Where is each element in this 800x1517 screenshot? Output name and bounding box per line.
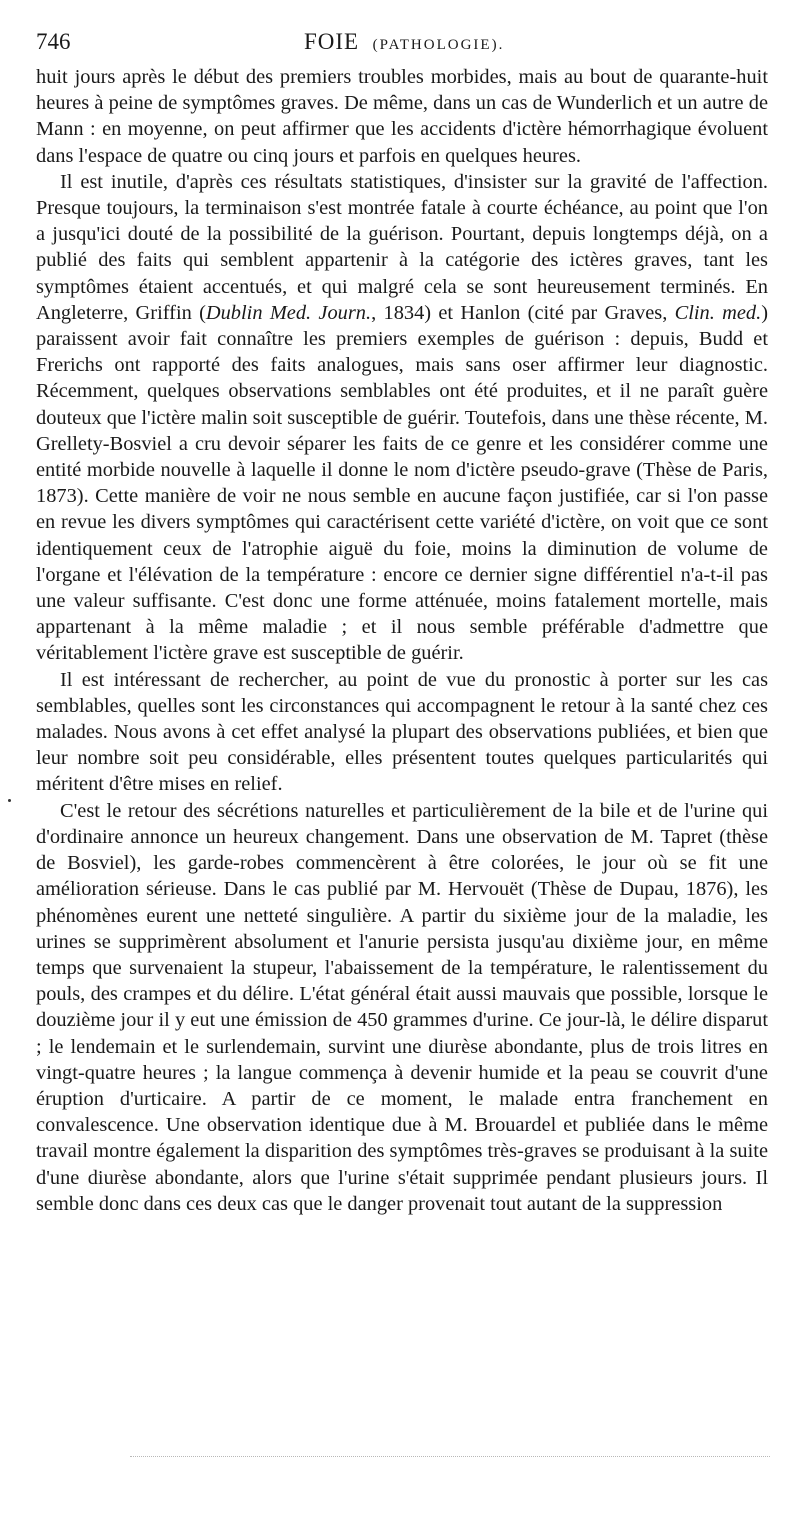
margin-mark (8, 799, 11, 802)
page-header (36, 20, 768, 64)
running-head-subtitle: (PATHOLOGIE). (372, 37, 505, 53)
text-segment: C'est le retour des sécrétions naturelles et particulièrement de la bile et de l'urine qui d'ordinaire annonce un heureux changement. Dans une observation de M. Tapret (thèse de Bosviel), les garde-robes commencèrent à être colorées, le jour où se fit une amélioration sérieuse. Dans le cas publié par M. Hervouët (Thèse de Dupau, 1876), les phénomènes eurent une netteté singulière. A partir du sixième jour de la maladie, les urines se supprimèrent absolument et l'anurie persista jusqu'au dixième jour, en même temps que survenaient la stupeur, l'abaissement de la température, le ralentissement du pouls, des crampes et du délire. L'état général était aussi mauvais que possible, lorsque le douzième jour il y eut une émission de 450 grammes d'urine. Ce jour-là, le délire disparut ; le lendemain et le surlendemain, survint une diurèse abondante, plus de trois litres en vingt-quatre heures ; la langue commença à devenir humide et la peau se couvrit d'une éruption d'urticaire. A partir de ce moment, le malade entra franchement en convalescence. Une observation identique due à M. Brouardel et publiée dans le même travail montre également la disparition des symptômes très-graves se produisant à la suite d'une diurèse abondante, alors que l'urine s'était supprimée pendant plusieurs jours. Il semble donc dans ces deux cas que le danger provenait tout autant de la suppression (36, 799, 768, 1215)
text-segment: Il est inutile, d'après ces résultats statistiques, d'insister sur la gravité de l'affection. Presque toujours, la terminaison s'est montrée fatale à courte échéance, au point que l'on a jusqu'ici douté de la possibilité de la guérison. Pourtant, depuis longtemps déjà, on a publié des faits qui semblent appartenir à la catégorie des ictères graves, tant les symptômes étaient accentués, et qui malgré cela se sont heureusement terminés. En Angleterre, Griffin ( (36, 170, 768, 324)
body-text (36, 64, 768, 1217)
paragraph (36, 169, 768, 667)
page-number: 746 (36, 29, 71, 54)
citation-italic: Clin. med. (674, 301, 762, 324)
text-segment: Il est intéressant de rechercher, au point de vue du pronostic à porter sur les cas semblables, quelles sont les circonstances qui accompagnent le retour à la santé chez ces malades. Nous avons à cet effet analysé la plupart des observations publiées, et bien que leur nombre soit peu considérable, elles présentent toutes quelques particularités qui méritent d'être mises en relief. (36, 668, 768, 796)
paragraph (36, 667, 768, 798)
running-head (304, 20, 504, 67)
bottom-scan-artifact (130, 1456, 770, 1457)
paragraph (36, 798, 768, 1217)
text-segment: huit jours après le début des premiers troubles morbides, mais au bout de quarante-huit heures à peine de symptômes graves. De même, dans un cas de Wunderlich et un autre de Mann : en moyenne, on peut affirmer que les accidents d'ictère hémorrhagique évoluent dans l'espace de quatre ou cinq jours et parfois en quelques heures. (36, 66, 768, 167)
text-segment: , 1834) et Hanlon (cité par Graves, (371, 301, 675, 324)
citation-italic: Dublin Med. Journ. (205, 301, 372, 324)
text-segment: ) paraissent avoir fait connaître les premiers exemples de guérison : depuis, Budd et Frerichs ont rapporté des faits analogues, mais sans oser affirmer leur diagnostic. Récemment, quelques observations semblables ont été produites, et il ne paraît guère douteux que l'ictère malin soit susceptible de guérir. Toutefois, dans une thèse récente, M. Grellety-Bosviel a cru devoir séparer les faits de ce genre et les considérer comme une entité morbide nouvelle à laquelle il donne le nom d'ictère pseudo-grave (Thèse de Paris, 1873). Cette manière de voir ne nous semble en aucune façon justifiée, car si l'on passe en revue les divers symptômes qui caractérisent cette variété d'ictère, on voit que ce sont identiquement ceux de l'atrophie aiguë du foie, moins la diminution de volume de l'organe et l'élévation de la température : encore ce dernier signe différentiel n'a-t-il pas une valeur suffisante. C'est donc une forme atténuée, moins fatalement mortelle, mais appartenant à la même maladie ; et il nous semble préférable d'admettre que véritablement l'ictère grave est susceptible de guérir. (36, 301, 768, 665)
page (36, 20, 768, 1217)
paragraph (36, 64, 768, 169)
running-head-title: FOIE (304, 29, 360, 54)
